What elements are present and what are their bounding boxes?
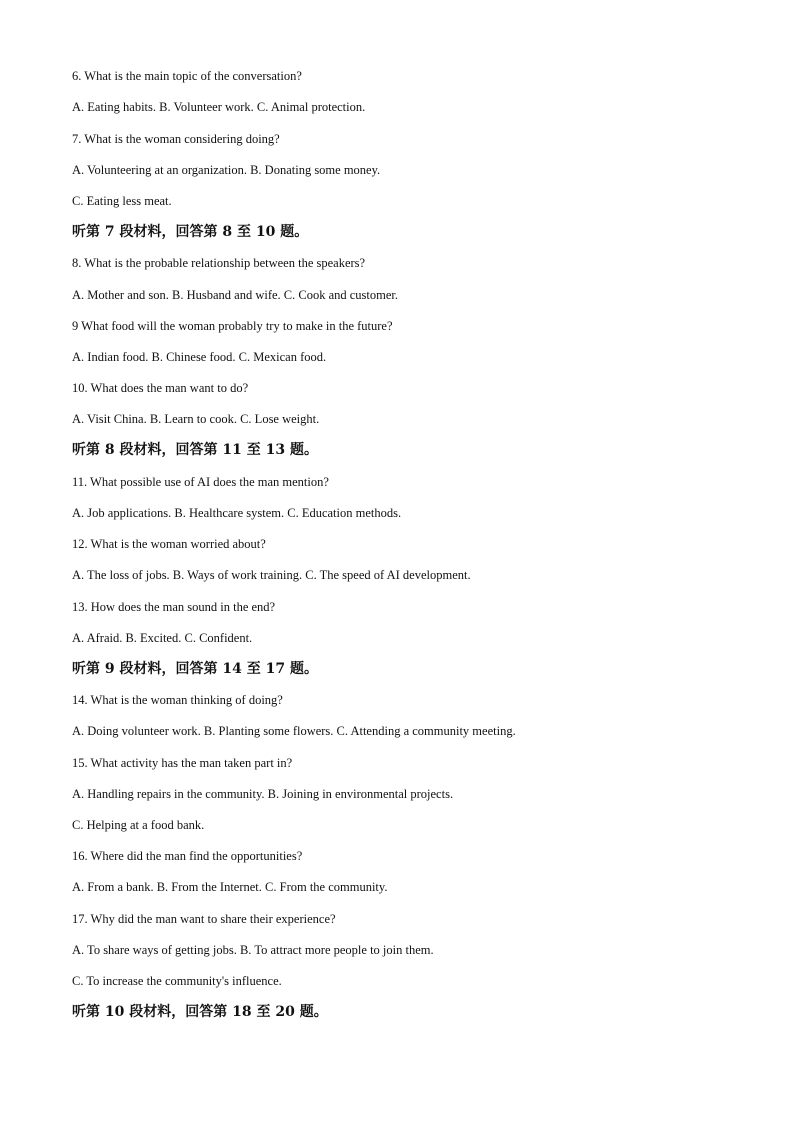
question-9: 9 What food will the woman probably try to make in the future? [72, 319, 393, 333]
section-heading-8: 听第 8 段材料，回答第 11 至 13 题。 [72, 442, 318, 458]
options-13: A. Afraid. B. Excited. C. Confident. [72, 631, 253, 645]
options-16: A. From a bank. B. From the Internet. C. From the community. [72, 880, 388, 894]
question-8: 8. What is the probable relationship between the speakers? [72, 256, 366, 270]
options-7-line-1: A. Volunteering at an organization. B. Donating some money. [72, 163, 381, 177]
options-6: A. Eating habits. B. Volunteer work. C. Animal protection. [72, 100, 366, 114]
section-heading-10: 听第 10 段材料，回答第 18 至 20 题。 [72, 1004, 328, 1020]
question-14: 14. What is the woman thinking of doing? [72, 693, 283, 707]
options-10: A. Visit China. B. Learn to cook. C. Lose weight. [72, 412, 320, 426]
section-heading-9: 听第 9 段材料，回答第 14 至 17 题。 [72, 661, 318, 677]
question-17: 17. Why did the man want to share their experience? [72, 912, 336, 926]
options-11: A. Job applications. B. Healthcare system. C. Education methods. [72, 506, 402, 520]
question-7: 7. What is the woman considering doing? [72, 132, 280, 146]
question-15: 15. What activity has the man taken part in? [72, 756, 293, 770]
options-9: A. Indian food. B. Chinese food. C. Mexican food. [72, 350, 327, 364]
options-7-line-2: C. Eating less meat. [72, 194, 172, 208]
options-15-line-1: A. Handling repairs in the community. B. Joining in environmental projects. [72, 787, 454, 801]
options-12: A. The loss of jobs. B. Ways of work training. C. The speed of AI development. [72, 568, 471, 582]
question-12: 12. What is the woman worried about? [72, 537, 266, 551]
options-15-line-2: C. Helping at a food bank. [72, 818, 205, 832]
options-17-line-2: C. To increase the community's influence. [72, 974, 282, 988]
question-10: 10. What does the man want to do? [72, 381, 249, 395]
question-16: 16. Where did the man find the opportunities? [72, 849, 303, 863]
options-14: A. Doing volunteer work. B. Planting some flowers. C. Attending a community meeting. [72, 724, 516, 738]
section-heading-7: 听第 7 段材料，回答第 8 至 10 题。 [72, 224, 309, 240]
question-11: 11. What possible use of AI does the man mention? [72, 475, 329, 489]
question-6: 6. What is the main topic of the conversation? [72, 69, 302, 83]
options-8: A. Mother and son. B. Husband and wife. C. Cook and customer. [72, 288, 399, 302]
options-17-line-1: A. To share ways of getting jobs. B. To attract more people to join them. [72, 943, 434, 957]
question-13: 13. How does the man sound in the end? [72, 600, 276, 614]
